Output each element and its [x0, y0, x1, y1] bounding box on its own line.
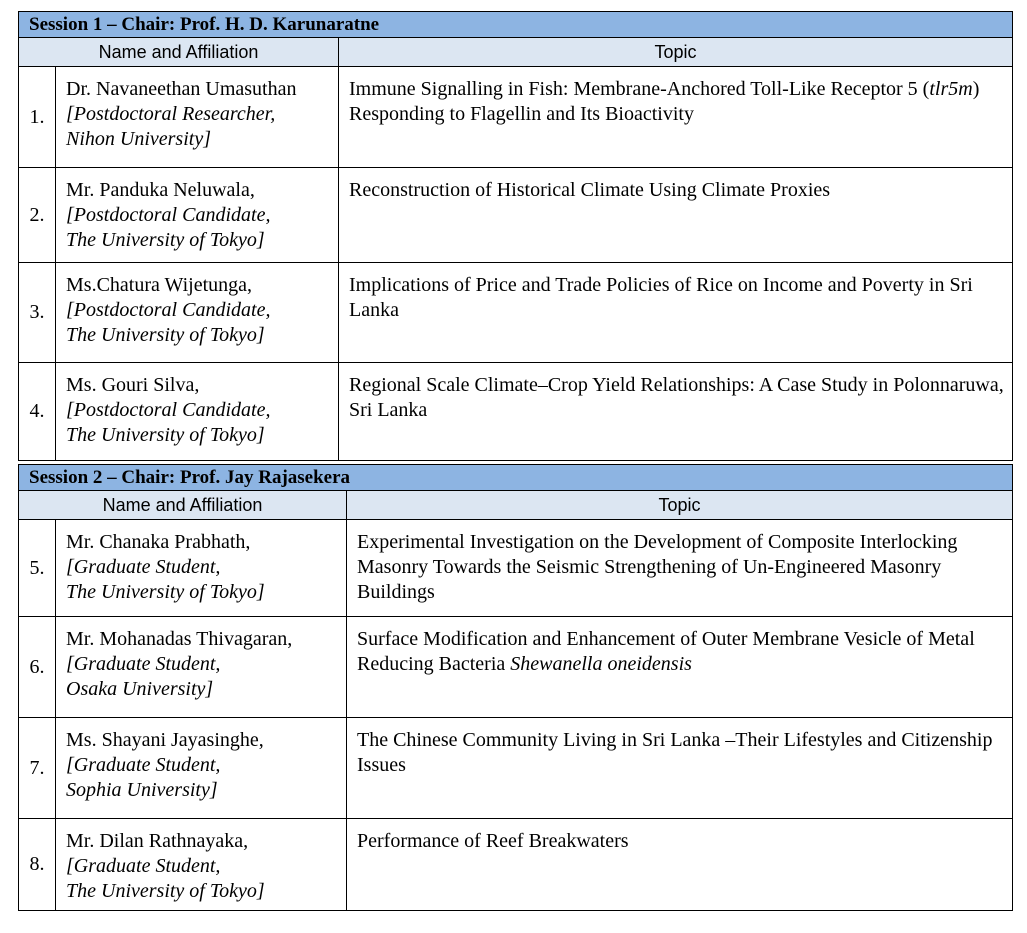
presenter-cell	[56, 168, 339, 263]
presenter-name: Mr. Mohanadas Thivagaran,	[66, 628, 293, 650]
header-topic: Topic	[339, 38, 1013, 67]
session-title-row	[19, 12, 1013, 38]
session-title-row	[19, 465, 1013, 491]
topic-italic-text: tlr5m	[929, 78, 973, 100]
affiliation-line-1: [Graduate Student,	[66, 855, 221, 877]
topic-text: Surface Modification and Enhancement of Outer Membrane Vesicle of Metal Reducing Bacteria	[357, 628, 975, 675]
affiliation-line-2: The University of Tokyo]	[66, 880, 265, 902]
row-number: 8.	[19, 819, 56, 911]
affiliation-line-2: Osaka University]	[66, 678, 214, 700]
presenter-affiliation	[66, 203, 338, 253]
topic-cell	[347, 718, 1013, 819]
topic-text: Immune Signalling in Fish: Membrane-Anchored Toll-Like Receptor 5 (	[349, 78, 930, 100]
presenter-affiliation	[66, 753, 346, 803]
presenter-cell	[56, 617, 347, 718]
presenter-affiliation	[66, 298, 338, 348]
presenter-name: Mr. Chanaka Prabhath,	[66, 531, 251, 553]
presenter-cell	[56, 67, 339, 168]
table-row	[19, 67, 1013, 168]
topic-text: Reconstruction of Historical Climate Using Climate Proxies	[349, 179, 831, 201]
row-number: 1.	[19, 67, 56, 168]
table-row	[19, 168, 1013, 263]
session-1-table	[18, 11, 1013, 461]
presenter-cell	[56, 520, 347, 617]
affiliation-line-1: [Postdoctoral Candidate,	[66, 399, 271, 421]
presenter-affiliation	[66, 102, 338, 152]
header-topic: Topic	[347, 491, 1013, 520]
affiliation-line-2: Nihon University]	[66, 128, 211, 150]
presenter-name: Dr. Navaneethan Umasuthan	[66, 78, 297, 100]
row-number: 5.	[19, 520, 56, 617]
affiliation-line-2: The University of Tokyo]	[66, 581, 265, 603]
topic-text: Implications of Price and Trade Policies of Rice on Income and Poverty in Sri Lanka	[349, 274, 973, 321]
row-number: 4.	[19, 363, 56, 461]
presenter-name: Ms. Shayani Jayasinghe,	[66, 729, 264, 751]
topic-text-end: ) Responding to Flagellin and Its Bioactivity	[349, 78, 980, 125]
affiliation-line-1: [Graduate Student,	[66, 754, 221, 776]
presenter-name: Mr. Dilan Rathnayaka,	[66, 830, 249, 852]
table-row	[19, 520, 1013, 617]
row-number: 7.	[19, 718, 56, 819]
presenter-name: Ms. Gouri Silva,	[66, 374, 200, 396]
topic-cell	[347, 520, 1013, 617]
presenter-cell	[56, 718, 347, 819]
presenter-cell	[56, 363, 339, 461]
affiliation-line-2: The University of Tokyo]	[66, 424, 265, 446]
presenter-affiliation	[66, 652, 346, 702]
topic-italic-text: Shewanella oneidensis	[510, 653, 692, 675]
presenter-cell	[56, 819, 347, 911]
session-title: Session 2 – Chair: Prof. Jay Rajasekera	[19, 465, 1013, 491]
affiliation-line-1: [Postdoctoral Researcher,	[66, 103, 276, 125]
table-row	[19, 617, 1013, 718]
affiliation-line-2: The University of Tokyo]	[66, 324, 265, 346]
topic-cell	[339, 263, 1013, 363]
affiliation-line-1: [Graduate Student,	[66, 653, 221, 675]
affiliation-line-1: [Graduate Student,	[66, 556, 221, 578]
row-number: 3.	[19, 263, 56, 363]
topic-text: Regional Scale Climate–Crop Yield Relationships: A Case Study in Polonnaruwa, Sri Lanka	[349, 374, 1004, 421]
presenter-cell	[56, 263, 339, 363]
affiliation-line-1: [Postdoctoral Candidate,	[66, 299, 271, 321]
header-name-affiliation: Name and Affiliation	[19, 38, 339, 67]
topic-cell	[347, 617, 1013, 718]
topic-cell	[339, 363, 1013, 461]
affiliation-line-2: Sophia University]	[66, 779, 218, 801]
topic-text: Performance of Reef Breakwaters	[357, 830, 629, 852]
table-row	[19, 263, 1013, 363]
table-row	[19, 819, 1013, 911]
topic-text: The Chinese Community Living in Sri Lanka –Their Lifestyles and Citizenship Issues	[357, 729, 993, 776]
session-title: Session 1 – Chair: Prof. H. D. Karunaratne	[19, 12, 1013, 38]
topic-cell	[347, 819, 1013, 911]
header-name-affiliation: Name and Affiliation	[19, 491, 347, 520]
topic-text: Experimental Investigation on the Development of Composite Interlocking Masonry Towards the Seismic Strengthening of Un-Engineered Masonry Buildings	[357, 531, 958, 603]
header-row	[19, 491, 1013, 520]
presenter-affiliation	[66, 398, 338, 448]
table-row	[19, 363, 1013, 461]
presenter-affiliation	[66, 854, 346, 904]
topic-cell	[339, 168, 1013, 263]
affiliation-line-2: The University of Tokyo]	[66, 229, 265, 251]
header-row	[19, 38, 1013, 67]
affiliation-line-1: [Postdoctoral Candidate,	[66, 204, 271, 226]
session-2-table	[18, 464, 1013, 911]
presenter-affiliation	[66, 555, 346, 605]
table-row	[19, 718, 1013, 819]
row-number: 6.	[19, 617, 56, 718]
topic-cell	[339, 67, 1013, 168]
row-number: 2.	[19, 168, 56, 263]
presenter-name: Mr. Panduka Neluwala,	[66, 179, 255, 201]
presenter-name: Ms.Chatura Wijetunga,	[66, 274, 253, 296]
